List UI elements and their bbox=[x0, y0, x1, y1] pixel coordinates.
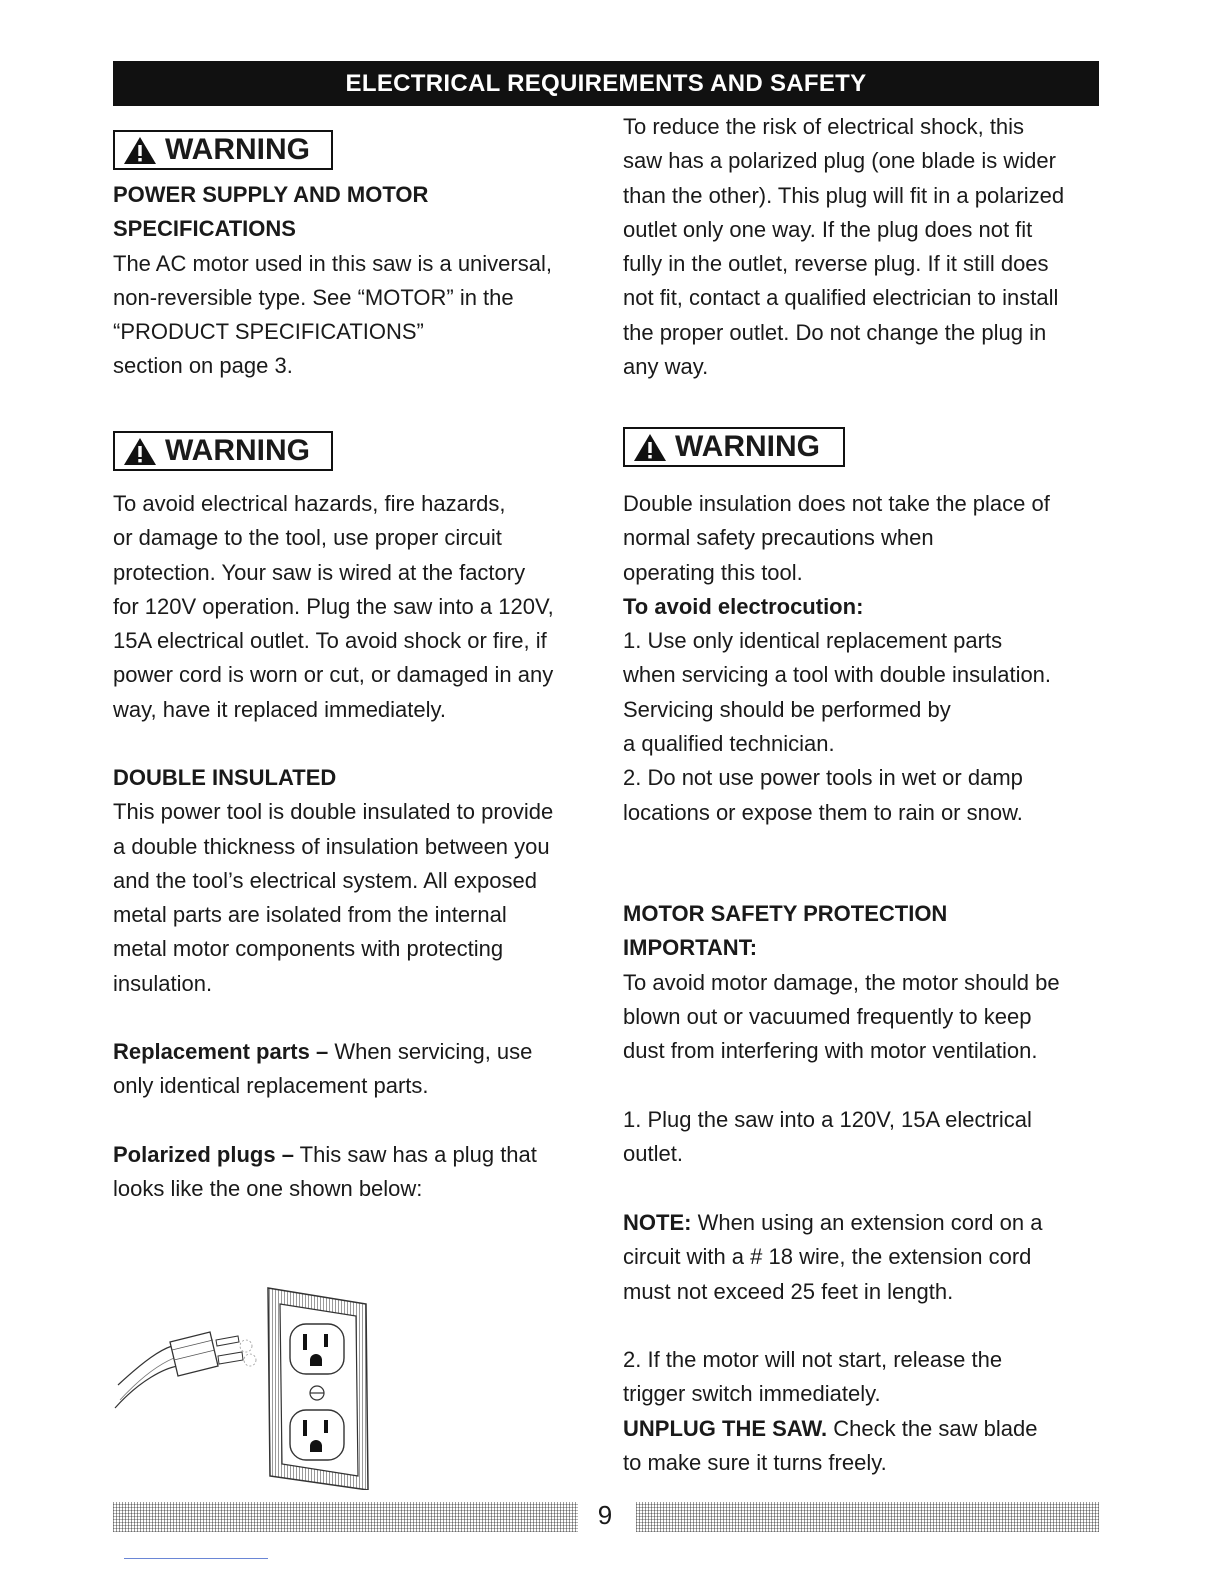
electrocution-heading: To avoid electrocution: bbox=[623, 593, 864, 619]
power-supply-section bbox=[113, 178, 593, 384]
warning-label-2 bbox=[113, 431, 333, 471]
text-line: a double thickness of insulation between you bbox=[113, 833, 550, 859]
page-title: ELECTRICAL REQUIREMENTS AND SAFETY bbox=[345, 69, 867, 97]
unplug-line bbox=[623, 1412, 1108, 1446]
footer-underline bbox=[124, 1558, 268, 1559]
text-line: To reduce the risk of electrical shock, this bbox=[623, 114, 1025, 139]
text-line: way, have it replaced immediately. bbox=[113, 696, 446, 722]
footer-pattern-right bbox=[636, 1502, 1099, 1532]
note-text: When using an extension cord on a bbox=[691, 1210, 1043, 1235]
step-one-section bbox=[623, 1103, 1108, 1172]
text-line: to make sure it turns freely. bbox=[623, 1449, 887, 1475]
extension-cord-note bbox=[623, 1206, 1108, 1309]
text-line: To avoid electrical hazards, fire hazards, bbox=[113, 491, 506, 516]
motor-safety-heading: MOTOR SAFETY PROTECTION bbox=[623, 901, 948, 926]
footer-pattern-left bbox=[113, 1502, 578, 1532]
text-line: blown out or vacuumed frequently to keep bbox=[623, 1003, 1032, 1029]
page-number: 9 bbox=[597, 1500, 613, 1530]
warning-text: WARNING bbox=[675, 430, 820, 463]
important-heading: IMPORTANT: bbox=[623, 935, 758, 961]
text-line: any way. bbox=[623, 354, 709, 380]
text-line: operating this tool. bbox=[623, 559, 803, 585]
text-line: 2. If the motor will not start, release the bbox=[623, 1347, 1003, 1372]
text-line: a qualified technician. bbox=[623, 731, 835, 757]
warning-triangle-icon bbox=[633, 432, 667, 462]
double-insulated-heading: DOUBLE INSULATED bbox=[113, 765, 337, 790]
replacement-parts-text: When servicing, use bbox=[328, 1039, 533, 1064]
text-line: To avoid motor damage, the motor should be bbox=[623, 969, 1060, 995]
warning-triangle-icon bbox=[123, 135, 157, 165]
text-line: saw has a polarized plug (one blade is wider bbox=[623, 148, 1056, 174]
polarized-line1 bbox=[113, 1138, 593, 1172]
double-insulation-warning-section bbox=[623, 487, 1108, 830]
power-heading-line1: POWER SUPPLY AND MOTOR bbox=[113, 182, 429, 207]
unplug-label: UNPLUG THE SAW. bbox=[623, 1415, 828, 1441]
text-line: outlet only one way. If the plug does not fit bbox=[623, 216, 1033, 242]
text-line: normal safety precautions when bbox=[623, 525, 934, 551]
polarized-plugs-section bbox=[113, 1138, 593, 1207]
polarized-plugs-text: This saw has a plug that bbox=[293, 1142, 537, 1167]
text-line: 1. Plug the saw into a 120V, 15A electrical bbox=[623, 1107, 1032, 1132]
text-line: dust from interfering with motor ventilation. bbox=[623, 1038, 1038, 1064]
text-line: This power tool is double insulated to provide bbox=[113, 799, 554, 825]
circuit-protection-section bbox=[113, 487, 593, 727]
text-line: not fit, contact a qualified electrician to install bbox=[623, 285, 1059, 311]
power-heading-line2: SPECIFICATIONS bbox=[113, 216, 296, 242]
text-line: section on page 3. bbox=[113, 353, 293, 379]
polarized-plug-info-section bbox=[623, 110, 1108, 384]
text-line: outlet. bbox=[623, 1141, 683, 1167]
text-line: looks like the one shown below: bbox=[113, 1176, 423, 1202]
text-line: metal motor components with protecting bbox=[113, 936, 504, 962]
text-line: locations or expose them to rain or snow. bbox=[623, 799, 1023, 825]
text-line: trigger switch immediately. bbox=[623, 1381, 881, 1407]
text-line: than the other). This plug will fit in a polarized bbox=[623, 182, 1065, 208]
text-line: The AC motor used in this saw is a universal, bbox=[113, 250, 552, 276]
text-line: the proper outlet. Do not change the plug in bbox=[623, 319, 1047, 345]
text-line: insulation. bbox=[113, 970, 213, 996]
note-label: NOTE: bbox=[623, 1210, 692, 1235]
section-title-banner bbox=[113, 61, 1099, 106]
text-line: “PRODUCT SPECIFICATIONS” bbox=[113, 319, 424, 345]
text-line: 1. Use only identical replacement parts bbox=[623, 628, 1003, 654]
text-line: protection. Your saw is wired at the factory bbox=[113, 559, 526, 585]
double-insulated-section bbox=[113, 761, 593, 1001]
warning-label-3 bbox=[623, 427, 845, 467]
text-line: Servicing should be performed by bbox=[623, 696, 951, 722]
text-line: circuit with a # 18 wire, the extension cord bbox=[623, 1244, 1032, 1270]
text-line: must not exceed 25 feet in length. bbox=[623, 1278, 954, 1304]
text-line: 2. Do not use power tools in wet or damp bbox=[623, 765, 1023, 791]
warning-triangle-icon bbox=[123, 436, 157, 466]
text-line: for 120V operation. Plug the saw into a 120V, bbox=[113, 593, 554, 619]
warning-text: WARNING bbox=[165, 434, 310, 467]
warning-label-1 bbox=[113, 130, 333, 170]
text-line: only identical replacement parts. bbox=[113, 1073, 429, 1099]
polarized-plug-outlet-illustration bbox=[110, 1280, 380, 1490]
step-two-section bbox=[623, 1343, 1108, 1480]
text-line: and the tool’s electrical system. All exposed bbox=[113, 867, 537, 893]
text-line: power cord is worn or cut, or damaged in any bbox=[113, 662, 554, 688]
text-line: Double insulation does not take the place of bbox=[623, 491, 1050, 516]
replacement-parts-section bbox=[113, 1035, 593, 1104]
warning-text: WARNING bbox=[165, 133, 310, 166]
text-line: or damage to the tool, use proper circuit bbox=[113, 525, 502, 551]
text-line: metal parts are isolated from the internal bbox=[113, 902, 507, 928]
motor-safety-section bbox=[623, 897, 1108, 1068]
replacement-line1 bbox=[113, 1035, 593, 1069]
unplug-text: Check the saw blade bbox=[827, 1415, 1038, 1441]
text-line: 15A electrical outlet. To avoid shock or fire, if bbox=[113, 628, 547, 654]
text-line: fully in the outlet, reverse plug. If it still does bbox=[623, 251, 1049, 277]
text-line: when servicing a tool with double insulation. bbox=[623, 662, 1052, 688]
text-line: non-reversible type. See “MOTOR” in the bbox=[113, 284, 514, 310]
note-line1 bbox=[623, 1206, 1108, 1240]
polarized-plugs-label: Polarized plugs – bbox=[113, 1142, 294, 1167]
replacement-parts-label: Replacement parts – bbox=[113, 1039, 329, 1064]
